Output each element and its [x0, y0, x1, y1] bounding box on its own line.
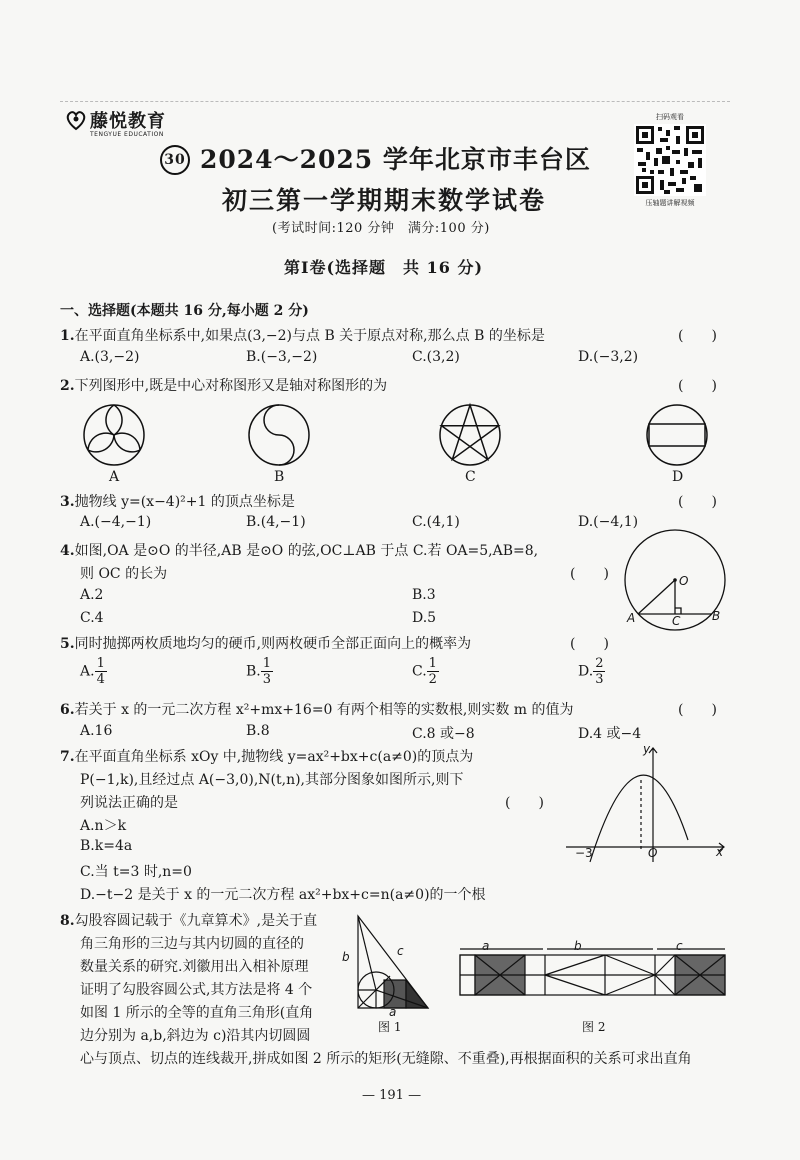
q7-label-y: y — [643, 742, 651, 756]
exam-title-line1 — [160, 140, 591, 176]
q7-option-d[interactable]: D.−t−2 是关于 x 的一元二次方程 ax²+bx+c=n(a≠0)的一个根 — [80, 887, 486, 903]
q1-stem: 1.在平面直角坐标系中,如果点(3,−2)与点 B 关于原点对称,那么点 B 的坐标是 — [60, 328, 545, 344]
q4-label-o: O — [679, 574, 689, 588]
q1-option-c[interactable]: C.(3,2) — [412, 349, 460, 365]
q8-fig2-caption: 图 2 — [582, 1020, 606, 1034]
q7-label-neg3: −3 — [575, 846, 593, 860]
logo-name: 藤悦教育 — [90, 111, 166, 132]
q5-stem: 5.同时抛掷两枚质地均匀的硬币,则两枚硬币全部正面向上的概率为 — [60, 636, 472, 652]
title-line1-text: 2024～2025 学年北京市丰台区 — [200, 145, 591, 174]
q5-option-a[interactable]: A. $\frac{1}{4}$ — [80, 656, 105, 687]
q5-option-b[interactable]: B. $\frac{1}{3}$ — [246, 656, 272, 687]
logo-subtitle: TENGYUE EDUCATION — [90, 131, 164, 138]
q2-figure-c[interactable] — [440, 405, 500, 465]
q2-figure-a[interactable] — [84, 405, 144, 465]
exam-info: (考试时间:120 分钟 满分:100 分) — [272, 221, 490, 236]
q4-label-c: C — [672, 614, 681, 628]
q8-line3: 数量关系的研究.刘徽用出入相补原理 — [80, 959, 309, 975]
paper-number-badge: 30 — [160, 145, 190, 175]
q7-option-b[interactable]: B.k=4a — [80, 838, 133, 854]
q6-option-b[interactable]: B.8 — [246, 723, 270, 739]
q6-option-d[interactable]: D.4 或−4 — [578, 726, 642, 742]
q6-stem: 6.若关于 x 的一元二次方程 x²+mx+16=0 有两个相等的实数根,则实数 m 的值为 — [60, 702, 574, 718]
q4-label-a: A — [627, 611, 636, 625]
q8-line2: 角三角形的三边与其内切圆的直径的 — [80, 936, 304, 952]
q8-figure2 — [455, 945, 735, 1005]
q8-line1: 8.勾股容圆记载于《九章算术》,是关于直 — [60, 913, 318, 929]
q2-figures — [0, 400, 800, 480]
qr-top-caption: 扫码观看 — [656, 113, 684, 121]
q2-label-a[interactable]: A — [109, 469, 120, 485]
q1-option-d[interactable]: D.(−3,2) — [578, 349, 639, 365]
exam-title-line2: 初三第一学期期末数学试卷 — [222, 186, 547, 215]
q4-option-d[interactable]: D.5 — [412, 610, 437, 626]
q5-option-c[interactable]: C. $\frac{1}{2}$ — [412, 656, 437, 687]
q7-option-c[interactable]: C.当 t=3 时,n=0 — [80, 864, 192, 880]
q6-option-c[interactable]: C.8 或−8 — [412, 726, 475, 742]
q8-fig1-caption: 图 1 — [378, 1020, 402, 1034]
q8-fig2-label-a: a — [482, 939, 490, 953]
q3-option-a[interactable]: A.(−4,−1) — [80, 514, 152, 530]
q2-figure-d[interactable] — [647, 405, 707, 465]
q2-label-d[interactable]: D — [672, 469, 684, 485]
qr-bottom-caption: 压轴题讲解视频 — [645, 199, 695, 207]
q1-option-b[interactable]: B.(−3,−2) — [246, 349, 318, 365]
q7-stem-line1: 7.在平面直角坐标系 xOy 中,抛物线 y=ax²+bx+c(a≠0)的顶点为 — [60, 749, 474, 765]
q7-stem-line3: 列说法正确的是 — [80, 795, 178, 811]
q6-answer-paren[interactable]: ( ) — [678, 702, 717, 718]
q8-line4: 证明了勾股容圆公式,其方法是将 4 个 — [80, 982, 313, 998]
section-title: 一、选择题(本题共 16 分,每小题 2 分) — [60, 303, 309, 319]
logo-icon — [65, 109, 87, 131]
q7-answer-paren[interactable]: ( ) — [505, 795, 544, 811]
q7-stem-line2: P(−1,k),且经过点 A(−3,0),N(t,n),其部分图象如图所示,则下 — [80, 772, 464, 788]
q5-answer-paren[interactable]: ( ) — [570, 636, 609, 652]
q8-fig1-label-b: b — [342, 950, 350, 964]
q8-line5: 如图 1 所示的全等的直角三角形(直角 — [80, 1005, 314, 1021]
q6-option-a[interactable]: A.16 — [80, 723, 113, 739]
q3-stem: 3.抛物线 y=(x−4)²+1 的顶点坐标是 — [60, 494, 295, 510]
q4-stem-line2: 则 OC 的长为 — [80, 566, 168, 582]
q7-label-x: x — [716, 845, 724, 859]
q4-option-b[interactable]: B.3 — [412, 587, 436, 603]
q4-label-b: B — [712, 609, 721, 623]
q2-stem: 2.下列图形中,既是中心对称图形又是轴对称图形的为 — [60, 378, 388, 394]
q7-label-o: O — [648, 846, 658, 860]
q3-answer-paren[interactable]: ( ) — [678, 494, 717, 510]
q1-answer-paren[interactable]: ( ) — [678, 328, 717, 344]
qr-code[interactable] — [634, 124, 706, 196]
q5-option-d[interactable]: D. $\frac{2}{3}$ — [578, 656, 604, 687]
q8-line6: 边分别为 a,b,斜边为 c)沿其内切圆圆 — [80, 1028, 311, 1044]
publisher-logo — [65, 107, 195, 141]
header-rule — [60, 101, 730, 102]
q1-option-a[interactable]: A.(3,−2) — [80, 349, 140, 365]
q4-stem-line1: 4.如图,OA 是⊙O 的半径,AB 是⊙O 的弦,OC⊥AB 于点 C.若 OA=5,AB=8, — [60, 543, 539, 559]
q2-answer-paren[interactable]: ( ) — [678, 378, 717, 394]
q8-figure1 — [350, 908, 440, 1018]
q3-option-d[interactable]: D.(−4,1) — [578, 514, 639, 530]
q8-fig2-label-b: b — [574, 939, 582, 953]
q4-answer-paren[interactable]: ( ) — [570, 566, 609, 582]
q2-label-c[interactable]: C — [465, 469, 476, 485]
q3-option-c[interactable]: C.(4,1) — [412, 514, 460, 530]
q8-fig1-label-c: c — [397, 944, 404, 958]
q8-fig1-label-a: a — [389, 1005, 397, 1019]
q4-option-c[interactable]: C.4 — [80, 610, 104, 626]
page-number: — 191 — — [362, 1088, 422, 1103]
q7-option-a[interactable]: A.n＞k — [80, 818, 127, 834]
q8-line7: 心与顶点、切点的连线裁开,拼成如图 2 所示的矩形(无缝隙、不重叠),再根据面积的关系可求出直角 — [80, 1051, 692, 1067]
q2-figure-b[interactable] — [249, 405, 309, 465]
q8-fig2-label-c: c — [676, 939, 683, 953]
part-title: 第Ⅰ卷(选择题 共 16 分) — [284, 258, 484, 277]
q4-option-a[interactable]: A.2 — [80, 587, 104, 603]
q2-label-b[interactable]: B — [274, 469, 285, 485]
q3-option-b[interactable]: B.(4,−1) — [246, 514, 306, 530]
